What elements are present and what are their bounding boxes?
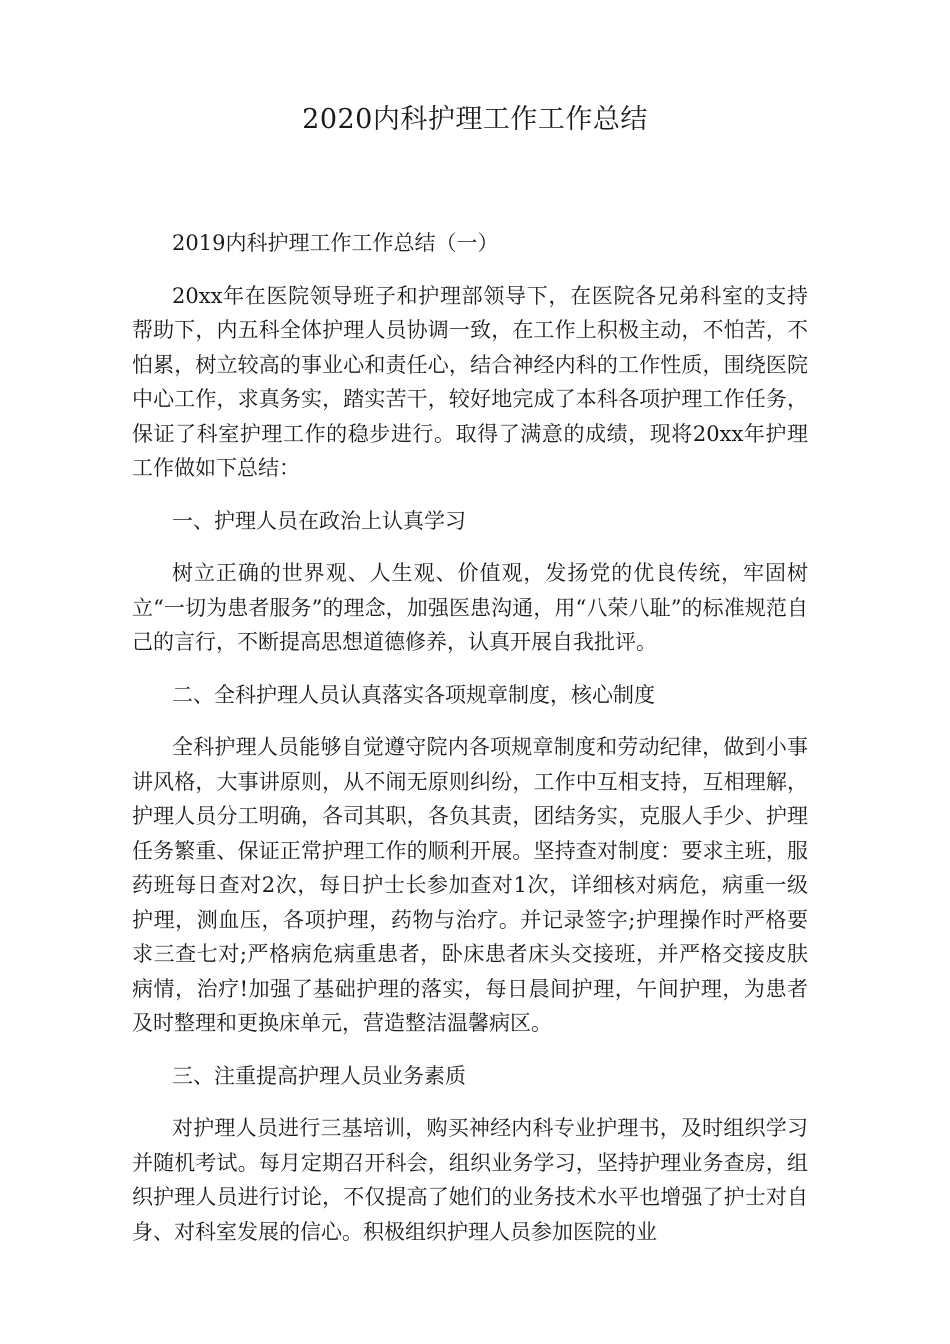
document-title: 2020内科护理工作工作总结 (302, 104, 648, 135)
paragraph-professional-quality: 对护理人员进行三基培训，购买神经内科专业护理书，及时组织学习并随机考试。每月定期召开科会，组织业务学习，坚持护理业务查房，组织护理人员进行讨论，不仅提高了她们的业务技术水平也增强了护士对自身、对科室发展的信心。积极组织护理人员参加医院的业 (132, 1116, 808, 1244)
section-heading-political-study: 一、护理人员在政治上认真学习 (172, 508, 466, 533)
paragraph-political-study: 树立正确的世界观、人生观、价值观，发扬党的优良传统，牢固树立“一切为患者服务”的理念，加强医患沟通，用“八荣八耻”的标准规范自己的言行，不断提高思想道德修养，认真开展自我批评。 (132, 561, 808, 654)
section-heading-part-one: 2019内科护理工作工作总结（一） (172, 231, 499, 255)
section-heading-regulations: 二、全科护理人员认真落实各项规章制度，核心制度 (172, 682, 655, 707)
section-heading-professional-quality: 三、注重提高护理人员业务素质 (172, 1063, 466, 1088)
paragraph-regulations: 全科护理人员能够自觉遵守院内各项规章制度和劳动纪律，做到小事讲风格，大事讲原则，从不闹无原则纠纷，工作中互相支持，互相理解，护理人员分工明确，各司其职，各负其责，团结务实，克服人手少、护理任务繁重、保证正常护理工作的顺利开展。坚持查对制度：要求主班，服药班每日查对2次，每日护士长参加查对1次，详细核对病危，病重一级护理，测血压，各项护理，药物与治疗。并记录签字;护理操作时严格要求三查七对;严格病危病重患者，卧床患者床头交接班，并严格交接皮肤病情，治疗!加强了基础护理的落实，每日晨间护理，午间护理，为患者及时整理和更换床单元，营造整洁温馨病区。 (132, 735, 808, 1035)
paragraph-intro: 20xx年在医院领导班子和护理部领导下，在医院各兄弟科室的支持帮助下，内五科全体护理人员协调一致，在工作上积极主动，不怕苦，不怕累，树立较高的事业心和责任心，结合神经内科的工作性质，围绕医院中心工作，求真务实，踏实苦干，较好地完成了本科各项护理工作任务，保证了科室护理工作的稳步进行。取得了满意的成绩，现将20xx年护理工作做如下总结： (132, 283, 808, 480)
document-body (132, 226, 808, 1267)
